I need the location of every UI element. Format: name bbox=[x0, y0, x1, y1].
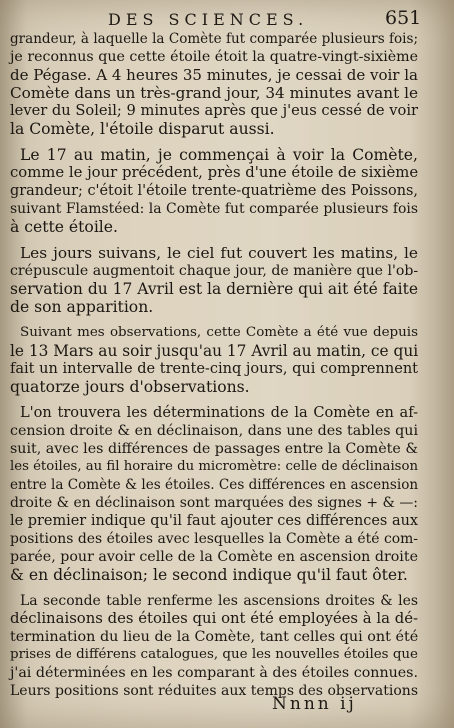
text-line: le premier indique qu'il faut ajouter ces différences aux bbox=[10, 513, 418, 529]
text-line: à cette étoile. bbox=[10, 218, 118, 236]
text-line: entre la Comète & les étoiles. Ces différences en ascension bbox=[10, 477, 419, 493]
paragraph-4 bbox=[10, 324, 418, 396]
text-line: grandeur, à laquelle la Comète fut comparée plusieurs fois; bbox=[10, 31, 418, 47]
text-line: Suivant mes observations, cette Comète a été vue depuis bbox=[20, 325, 418, 340]
text-line: & en déclinaison; le second indique qu'il faut ôter. bbox=[10, 566, 408, 584]
text-line: le 13 Mars au soir jusqu'au 17 Avril au matin, ce qui bbox=[10, 342, 419, 360]
text-line: comme le jour précédent, près d'une étoile de sixième bbox=[10, 164, 419, 181]
text-line: parée, pour avoir celle de la Comète en ascension droite bbox=[10, 549, 418, 565]
text-line: de son apparition. bbox=[10, 298, 154, 316]
text-line: déclinaisons des étoiles qui ont été employées à la dé- bbox=[10, 610, 418, 627]
text-line: de Pégase. A 4 heures 35 minutes, je cessai de voir la bbox=[10, 66, 418, 84]
paragraph-5 bbox=[10, 404, 418, 584]
text-line: Comète dans un très-grand jour, 34 minutes avant le bbox=[10, 84, 418, 102]
text-line: grandeur; c'étoit l'étoile trente-quatrième des Poissons, bbox=[10, 183, 418, 199]
text-line: servation du 17 Avril est la dernière qui ait été faite bbox=[10, 280, 418, 298]
text-line: lever du Soleil; 9 minutes après que j'eus cessé de voir bbox=[10, 102, 418, 119]
text-line: quatorze jours d'observations. bbox=[10, 378, 250, 396]
text-line: je reconnus que cette étoile étoit la quatre-vingt-sixième bbox=[10, 49, 418, 65]
paragraph-3 bbox=[10, 244, 418, 316]
text-line: L'on trouvera les déterminations de la Comète en af- bbox=[20, 404, 418, 421]
text-line: Leurs positions sont réduites aux temps des observations bbox=[10, 683, 418, 699]
text-line: prises de différens catalogues, que les nouvelles étoiles que bbox=[10, 647, 418, 662]
text-line: la Comète, l'étoile disparut aussi. bbox=[10, 120, 275, 138]
text-line: suivant Flamstéed: la Comète fut comparée plusieurs fois bbox=[10, 201, 418, 217]
text-line: les étoiles, au fil horaire du micromètre: celle de déclinaison bbox=[10, 459, 418, 474]
text-line: j'ai déterminées en les comparant à des étoiles connues. bbox=[10, 665, 418, 681]
running-title: DES SCIENCES. bbox=[108, 10, 309, 29]
text-line: fait un intervalle de trente-cinq jours, qui comprennent bbox=[10, 361, 418, 377]
text-line: La seconde table renferme les ascensions droites & les bbox=[20, 593, 418, 609]
paragraph-2 bbox=[10, 146, 418, 236]
paragraph-6 bbox=[10, 592, 418, 700]
text-line: droite & en déclinaison sont marquées des signes + & —: bbox=[10, 495, 418, 511]
signature-mark: Nnnn ij bbox=[272, 694, 357, 714]
text-line: termination du lieu de la Comète, tant celles qui ont été bbox=[10, 629, 419, 645]
text-line: cension droite & en déclinaison, dans une des tables qui bbox=[10, 423, 418, 439]
page-number: 651 bbox=[385, 7, 422, 29]
text-line: suit, avec les différences de passages entre la Comète & bbox=[10, 441, 418, 457]
text-line: crépuscule augmentoit chaque jour, de manière que l'ob- bbox=[10, 263, 419, 279]
body-text bbox=[10, 30, 418, 708]
text-line: Les jours suivans, le ciel fut couvert les matins, le bbox=[20, 244, 418, 262]
text-line: positions des étoiles avec lesquelles la Comète a été com- bbox=[10, 531, 418, 547]
paragraph-1 bbox=[10, 30, 418, 138]
text-line: Le 17 au matin, je commençai à voir la Comète, bbox=[20, 146, 418, 164]
